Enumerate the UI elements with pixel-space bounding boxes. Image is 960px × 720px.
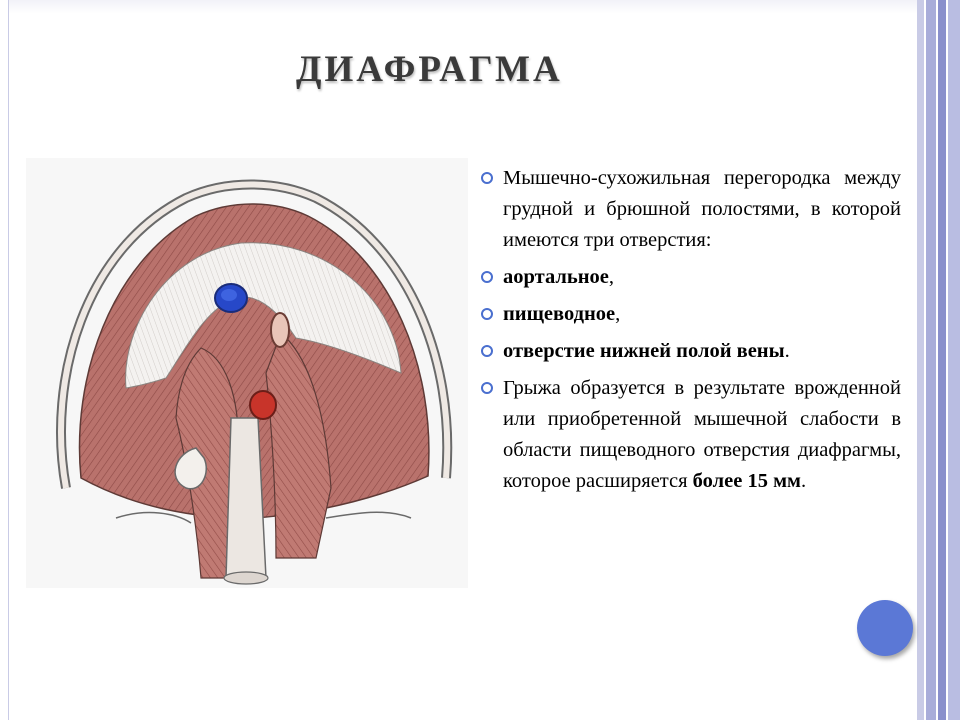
punctuation: , xyxy=(615,303,621,325)
esophageal-opening-label: пищеводное xyxy=(503,303,616,325)
list-item xyxy=(481,299,901,330)
esophageal-opening xyxy=(271,313,289,347)
hernia-text: Грыжа образуется в результате врожденной или приобретенной мышечной слабости в области пищеводного отверстия диафрагмы, которое расширяется xyxy=(503,377,901,492)
list-item xyxy=(481,163,901,256)
punctuation: . xyxy=(784,340,790,362)
bullet-icon xyxy=(481,382,493,394)
bullet-icon xyxy=(481,308,493,320)
vena-cava-opening-label: отверстие нижней полой вены xyxy=(503,340,785,362)
bullet-list xyxy=(481,163,901,503)
punctuation: . xyxy=(801,470,807,492)
decorative-circle xyxy=(857,600,913,656)
aortic-opening xyxy=(250,391,276,419)
slide-title: ДИАФРАГМА xyxy=(296,49,563,90)
bullet-icon xyxy=(481,172,493,184)
list-item xyxy=(481,336,901,367)
hernia-size: более 15 мм xyxy=(692,470,801,492)
punctuation: , xyxy=(608,266,615,288)
bullet-icon xyxy=(481,271,493,283)
intro-text: Мышечно-сухожильная перегородка между грудной и брюшной полостями, в которой имеются три отверстия: xyxy=(503,167,901,251)
aortic-opening-label: аортальное xyxy=(503,266,609,288)
bullet-icon xyxy=(481,345,493,357)
list-item xyxy=(481,373,901,497)
list-item xyxy=(481,262,901,293)
decorative-stripes xyxy=(918,0,960,720)
diaphragm-illustration xyxy=(26,158,468,588)
